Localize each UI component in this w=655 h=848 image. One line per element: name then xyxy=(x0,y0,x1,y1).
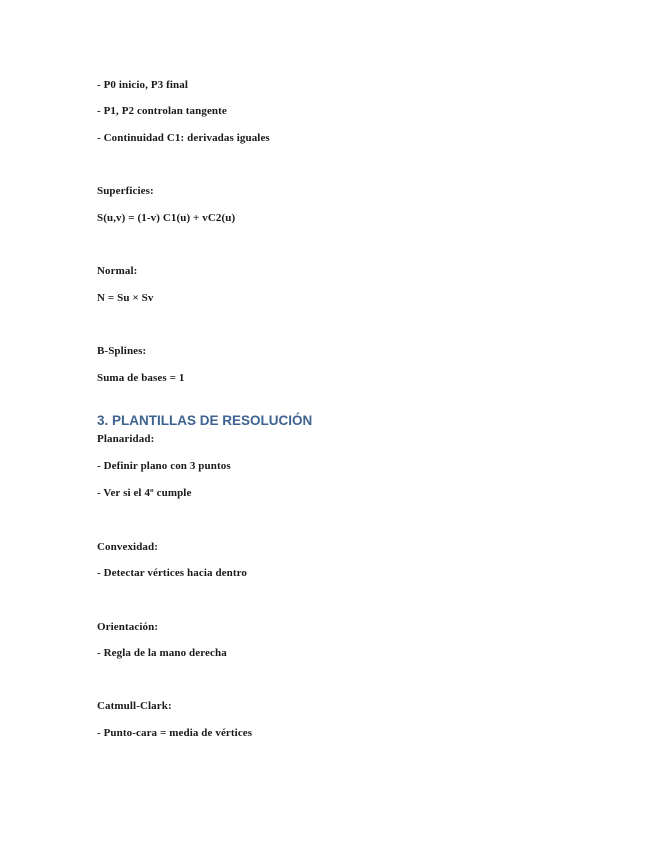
catmull-clark-label: Catmull-Clark: xyxy=(97,700,172,712)
convexidad-label: Convexidad: xyxy=(97,541,158,553)
continuity-note: - Continuidad C1: derivadas iguales xyxy=(97,132,270,144)
orientacion-label: Orientación: xyxy=(97,621,159,633)
bsplines-formula: Suma de bases = 1 xyxy=(97,372,185,384)
bsplines-label: B-Splines: xyxy=(97,345,147,357)
convexidad-step-1: - Detectar vértices hacia dentro xyxy=(97,567,248,579)
planaridad-step-1: - Definir plano con 3 puntos xyxy=(97,460,231,472)
bezier-endpoints-note: - P0 inicio, P3 final xyxy=(97,79,189,91)
catmull-clark-step-1: - Punto-cara = media de vértices xyxy=(97,727,253,739)
superficies-formula: S(u,v) = (1-v) C1(u) + vC2(u) xyxy=(97,212,236,224)
orientacion-step-1: - Regla de la mano derecha xyxy=(97,647,227,659)
normal-label: Normal: xyxy=(97,265,138,277)
planaridad-label: Planaridad: xyxy=(97,433,155,445)
superficies-label: Superficies: xyxy=(97,185,154,197)
bezier-tangent-note: - P1, P2 controlan tangente xyxy=(97,105,227,117)
normal-formula: N = Su × Sv xyxy=(97,292,154,304)
section-heading: 3. PLANTILLAS DE RESOLUCIÓN xyxy=(97,413,313,428)
planaridad-step-2: - Ver si el 4º cumple xyxy=(97,487,192,499)
